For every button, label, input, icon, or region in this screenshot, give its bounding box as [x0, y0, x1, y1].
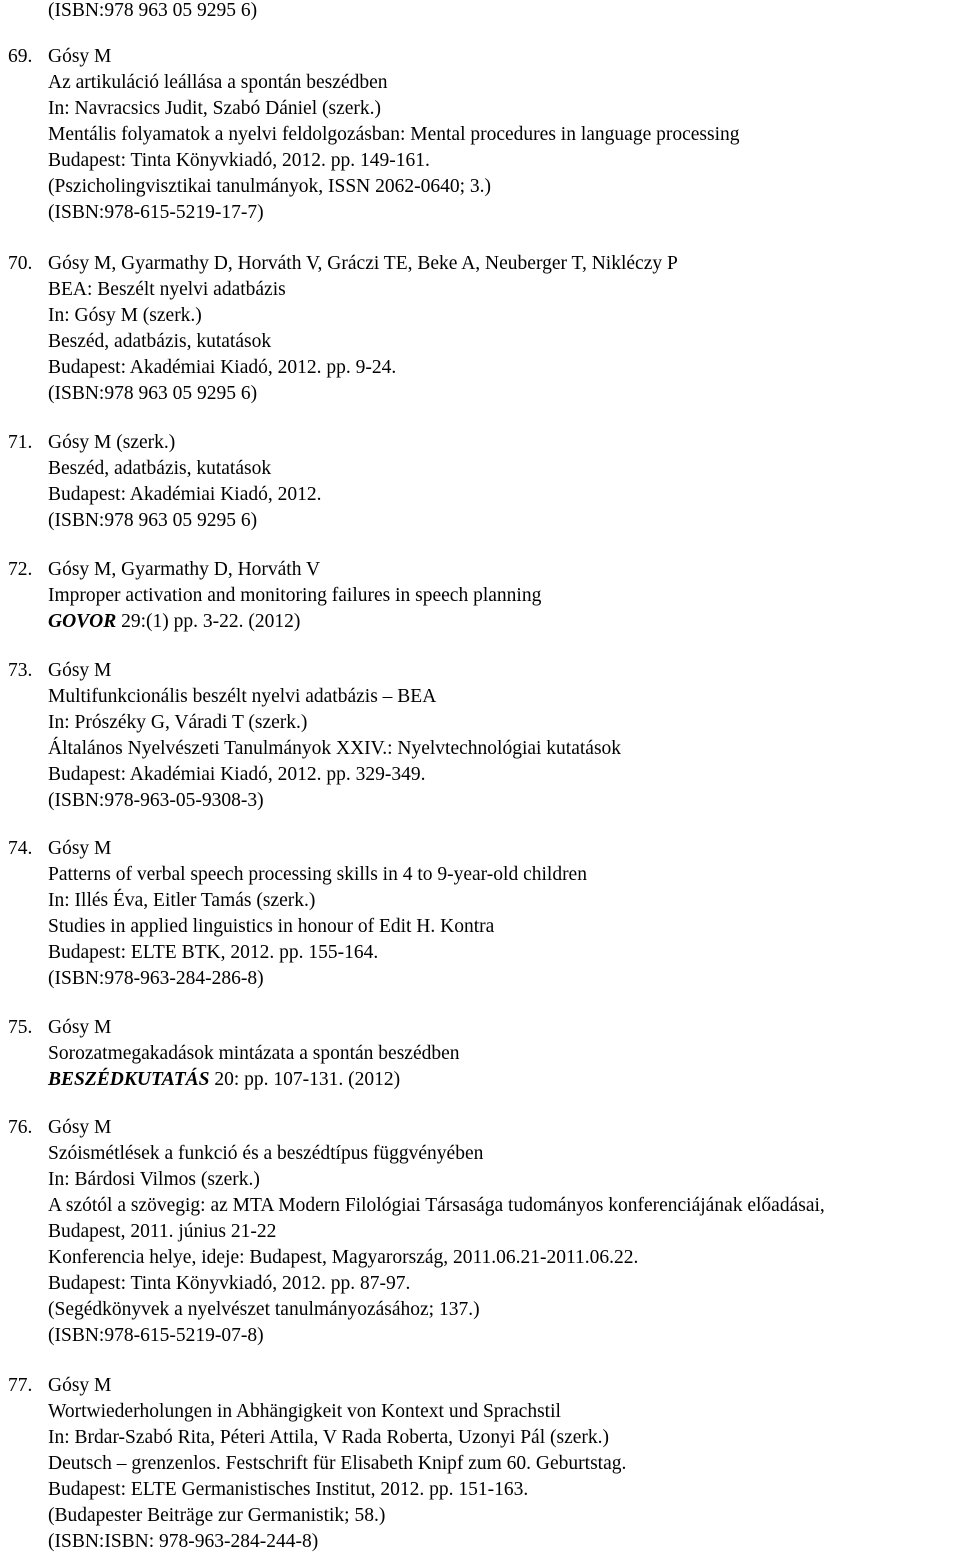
entry-series: (Segédkönyvek a nyelvészet tanulmányozásához; 137.)	[48, 1299, 480, 1320]
entry-isbn: (ISBN:978-615-5219-17-7)	[48, 202, 264, 223]
entry-editors: In: Illés Éva, Eitler Tamás (szerk.)	[48, 890, 316, 911]
entry-publisher: Budapest: ELTE BTK, 2012. pp. 155-164.	[48, 942, 379, 963]
entry-editors: In: Navracsics Judit, Szabó Dániel (szerk.)	[48, 98, 382, 119]
entry-book-title-cont: Budapest, 2011. június 21-22	[48, 1221, 277, 1242]
entry-publisher: Budapest: Akadémiai Kiadó, 2012. pp. 329-349.	[48, 764, 426, 785]
entry-title: Improper activation and monitoring failures in speech planning	[48, 585, 542, 606]
entry-series: (Pszicholingvisztikai tanulmányok, ISSN 2062-0640; 3.)	[48, 176, 492, 197]
entry-publisher: Budapest: Akadémiai Kiadó, 2012.	[48, 484, 322, 505]
entry-number: 72.	[8, 559, 33, 580]
entry-editors: In: Prószéky G, Váradi T (szerk.)	[48, 712, 308, 733]
entry-publisher: Budapest: Tinta Könyvkiadó, 2012. pp. 87-97.	[48, 1273, 411, 1294]
entry-conference: Konferencia helye, ideje: Budapest, Magyarország, 2011.06.21-2011.06.22.	[48, 1247, 639, 1268]
continued-isbn: (ISBN:978 963 05 9295 6)	[48, 0, 258, 21]
entry-book-title: Beszéd, adatbázis, kutatások	[48, 458, 272, 479]
entry-number: 77.	[8, 1375, 33, 1396]
entry-number: 75.	[8, 1017, 33, 1038]
journal-details: 29:(1) pp. 3-22. (2012)	[116, 611, 301, 632]
entry-isbn: (ISBN:978-963-284-286-8)	[48, 968, 264, 989]
entry-title: Sorozatmegakadások mintázata a spontán beszédben	[48, 1043, 460, 1064]
entry-publisher: Budapest: Akadémiai Kiadó, 2012. pp. 9-24.	[48, 357, 397, 378]
entry-number: 73.	[8, 660, 33, 681]
entry-title: Patterns of verbal speech processing skills in 4 to 9-year-old children	[48, 864, 587, 885]
entry-authors: Gósy M	[48, 1375, 112, 1396]
entry-title: Szóismétlések a funkció és a beszédtípus függvényében	[48, 1143, 484, 1164]
entry-title: Multifunkcionális beszélt nyelvi adatbázis – BEA	[48, 686, 437, 707]
entry-authors: Gósy M	[48, 660, 112, 681]
entry-number: 76.	[8, 1117, 33, 1138]
entry-isbn: (ISBN:978-963-05-9308-3)	[48, 790, 264, 811]
entry-journal-line	[48, 609, 300, 635]
journal-name: GOVOR	[48, 611, 117, 632]
entry-editors: In: Bárdosi Vilmos (szerk.)	[48, 1169, 260, 1190]
entry-authors: Gósy M	[48, 46, 112, 67]
entry-publisher: Budapest: ELTE Germanistisches Institut, 2012. pp. 151-163.	[48, 1479, 529, 1500]
journal-name: BESZÉDKUTATÁS	[48, 1069, 210, 1090]
entry-title: BEA: Beszélt nyelvi adatbázis	[48, 279, 286, 300]
entry-book-title: Beszéd, adatbázis, kutatások	[48, 331, 272, 352]
entry-isbn: (ISBN:ISBN: 978-963-284-244-8)	[48, 1531, 319, 1552]
entry-isbn: (ISBN:978 963 05 9295 6)	[48, 510, 258, 531]
entry-authors: Gósy M, Gyarmathy D, Horváth V	[48, 559, 321, 580]
entry-editors: In: Brdar-Szabó Rita, Péteri Attila, V Rada Roberta, Uzonyi Pál (szerk.)	[48, 1427, 610, 1448]
entry-journal-line	[48, 1067, 400, 1093]
entry-number: 71.	[8, 432, 33, 453]
entry-number: 74.	[8, 838, 33, 859]
entry-series: (Budapester Beiträge zur Germanistik; 58.)	[48, 1505, 386, 1526]
entry-authors: Gósy M (szerk.)	[48, 432, 176, 453]
entry-authors: Gósy M	[48, 1017, 112, 1038]
entry-publisher: Budapest: Tinta Könyvkiadó, 2012. pp. 149-161.	[48, 150, 430, 171]
entry-book-title: Általános Nyelvészeti Tanulmányok XXIV.: Nyelvtechnológiai kutatások	[48, 738, 622, 759]
entry-number: 69.	[8, 46, 33, 67]
entry-title: Wortwiederholungen in Abhängigkeit von Kontext und Sprachstil	[48, 1401, 561, 1422]
entry-isbn: (ISBN:978 963 05 9295 6)	[48, 383, 258, 404]
entry-isbn: (ISBN:978-615-5219-07-8)	[48, 1325, 264, 1346]
entry-editors: In: Gósy M (szerk.)	[48, 305, 202, 326]
entry-book-title: Mentális folyamatok a nyelvi feldolgozásban: Mental procedures in language processing	[48, 124, 740, 145]
journal-details: 20: pp. 107-131. (2012)	[209, 1069, 401, 1090]
entry-authors: Gósy M	[48, 1117, 112, 1138]
entry-book-title: Deutsch – grenzenlos. Festschrift für Elisabeth Knipf zum 60. Geburtstag.	[48, 1453, 627, 1474]
entry-number: 70.	[8, 253, 33, 274]
entry-book-title: A szótól a szövegig: az MTA Modern Filológiai Társasága tudományos konferenciájának előadásai,	[48, 1195, 825, 1216]
entry-authors: Gósy M, Gyarmathy D, Horváth V, Gráczi TE, Beke A, Neuberger T, Nikléczy P	[48, 253, 678, 274]
entry-title: Az artikuláció leállása a spontán beszédben	[48, 72, 388, 93]
entry-authors: Gósy M	[48, 838, 112, 859]
entry-book-title: Studies in applied linguistics in honour of Edit H. Kontra	[48, 916, 495, 937]
